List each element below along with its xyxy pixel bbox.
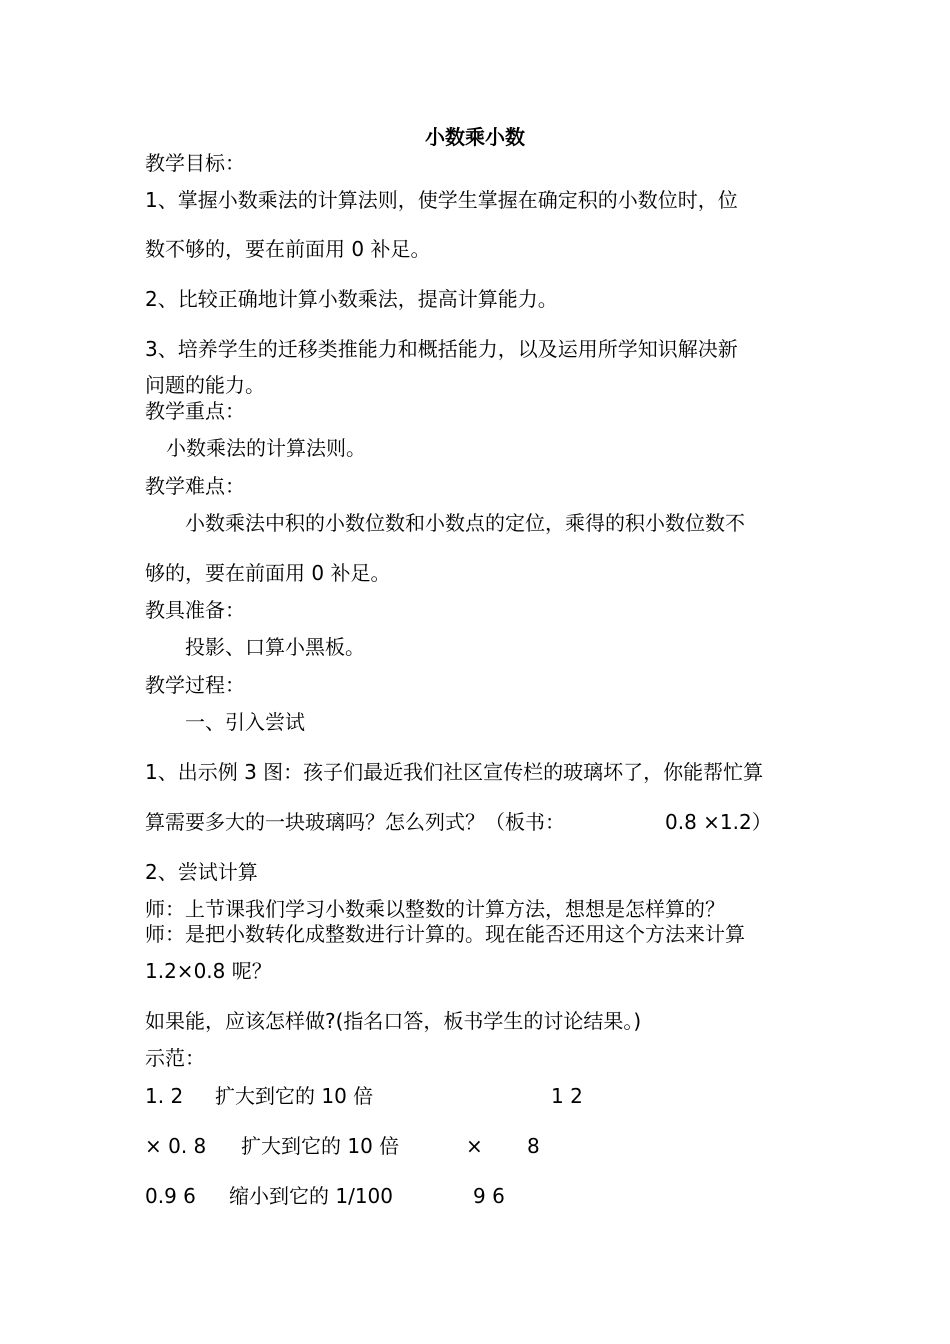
demo-heading: 示范： [145, 1046, 205, 1070]
demo-row-1-desc: 扩大到它的 10 倍 [215, 1084, 374, 1108]
demo-row-3-desc: 缩小到它的 1/100 [229, 1184, 393, 1208]
demo-row-2-left: × 0. 8 [145, 1134, 207, 1158]
goal-1-line-1: 1、掌握小数乘法的计算法则，使学生掌握在确定积的小数位时，位 [145, 188, 738, 212]
demo-row-3-left: 0.9 6 [145, 1184, 196, 1208]
key-point-text: 小数乘法的计算法则。 [166, 436, 366, 460]
section-1-heading: 一、引入尝试 [185, 710, 305, 734]
document-title: 小数乘小数 [425, 125, 525, 149]
step-1-formula: 0.8 ×1.2） [665, 810, 772, 834]
tools-text: 投影、口算小黑板。 [185, 635, 365, 659]
goal-1-line-2: 数不够的，要在前面用 0 补足。 [145, 237, 431, 261]
goals-heading: 教学目标： [145, 151, 245, 175]
step-1-line-1: 1、出示例 3 图：孩子们最近我们社区宣传栏的玻璃坏了，你能帮忙算 [145, 760, 764, 784]
step-2: 2、尝试计算 [145, 860, 258, 884]
goal-2: 2、比较正确地计算小数乘法，提高计算能力。 [145, 287, 558, 311]
goal-3-line-1: 3、培养学生的迁移类推能力和概括能力，以及运用所学知识解决新 [145, 337, 738, 361]
demo-row-2-desc: 扩大到它的 10 倍 [241, 1134, 400, 1158]
teacher-question-2-line-1: 师：是把小数转化成整数进行计算的。现在能否还用这个方法来计算 [145, 922, 745, 946]
difficulty-line-2: 够的，要在前面用 0 补足。 [145, 561, 391, 585]
key-point-heading: 教学重点： [145, 399, 245, 423]
demo-row-1-right: 1 2 [551, 1084, 583, 1108]
demo-row-2-operator: × [466, 1134, 483, 1158]
difficulty-line-1: 小数乘法中积的小数位数和小数点的定位，乘得的积小数位数不 [185, 511, 745, 535]
difficulty-heading: 教学难点： [145, 474, 245, 498]
step-1-line-2: 算需要多大的一块玻璃吗？怎么列式？（板书： [145, 810, 565, 834]
demo-row-2-right: 8 [527, 1134, 540, 1158]
goal-3-line-2: 问题的能力。 [145, 373, 265, 397]
follow-up-question: 如果能，应该怎样做?(指名口答，板书学生的讨论结果。) [145, 1009, 642, 1033]
teacher-question-1: 师：上节课我们学习小数乘以整数的计算方法，想想是怎样算的？ [145, 897, 725, 921]
teacher-question-2-line-2: 1.2×0.8 呢？ [145, 959, 272, 983]
demo-row-3-right: 9 6 [473, 1184, 505, 1208]
demo-row-1-left: 1. 2 [145, 1084, 184, 1108]
process-heading: 教学过程： [145, 673, 245, 697]
tools-heading: 教具准备： [145, 598, 245, 622]
